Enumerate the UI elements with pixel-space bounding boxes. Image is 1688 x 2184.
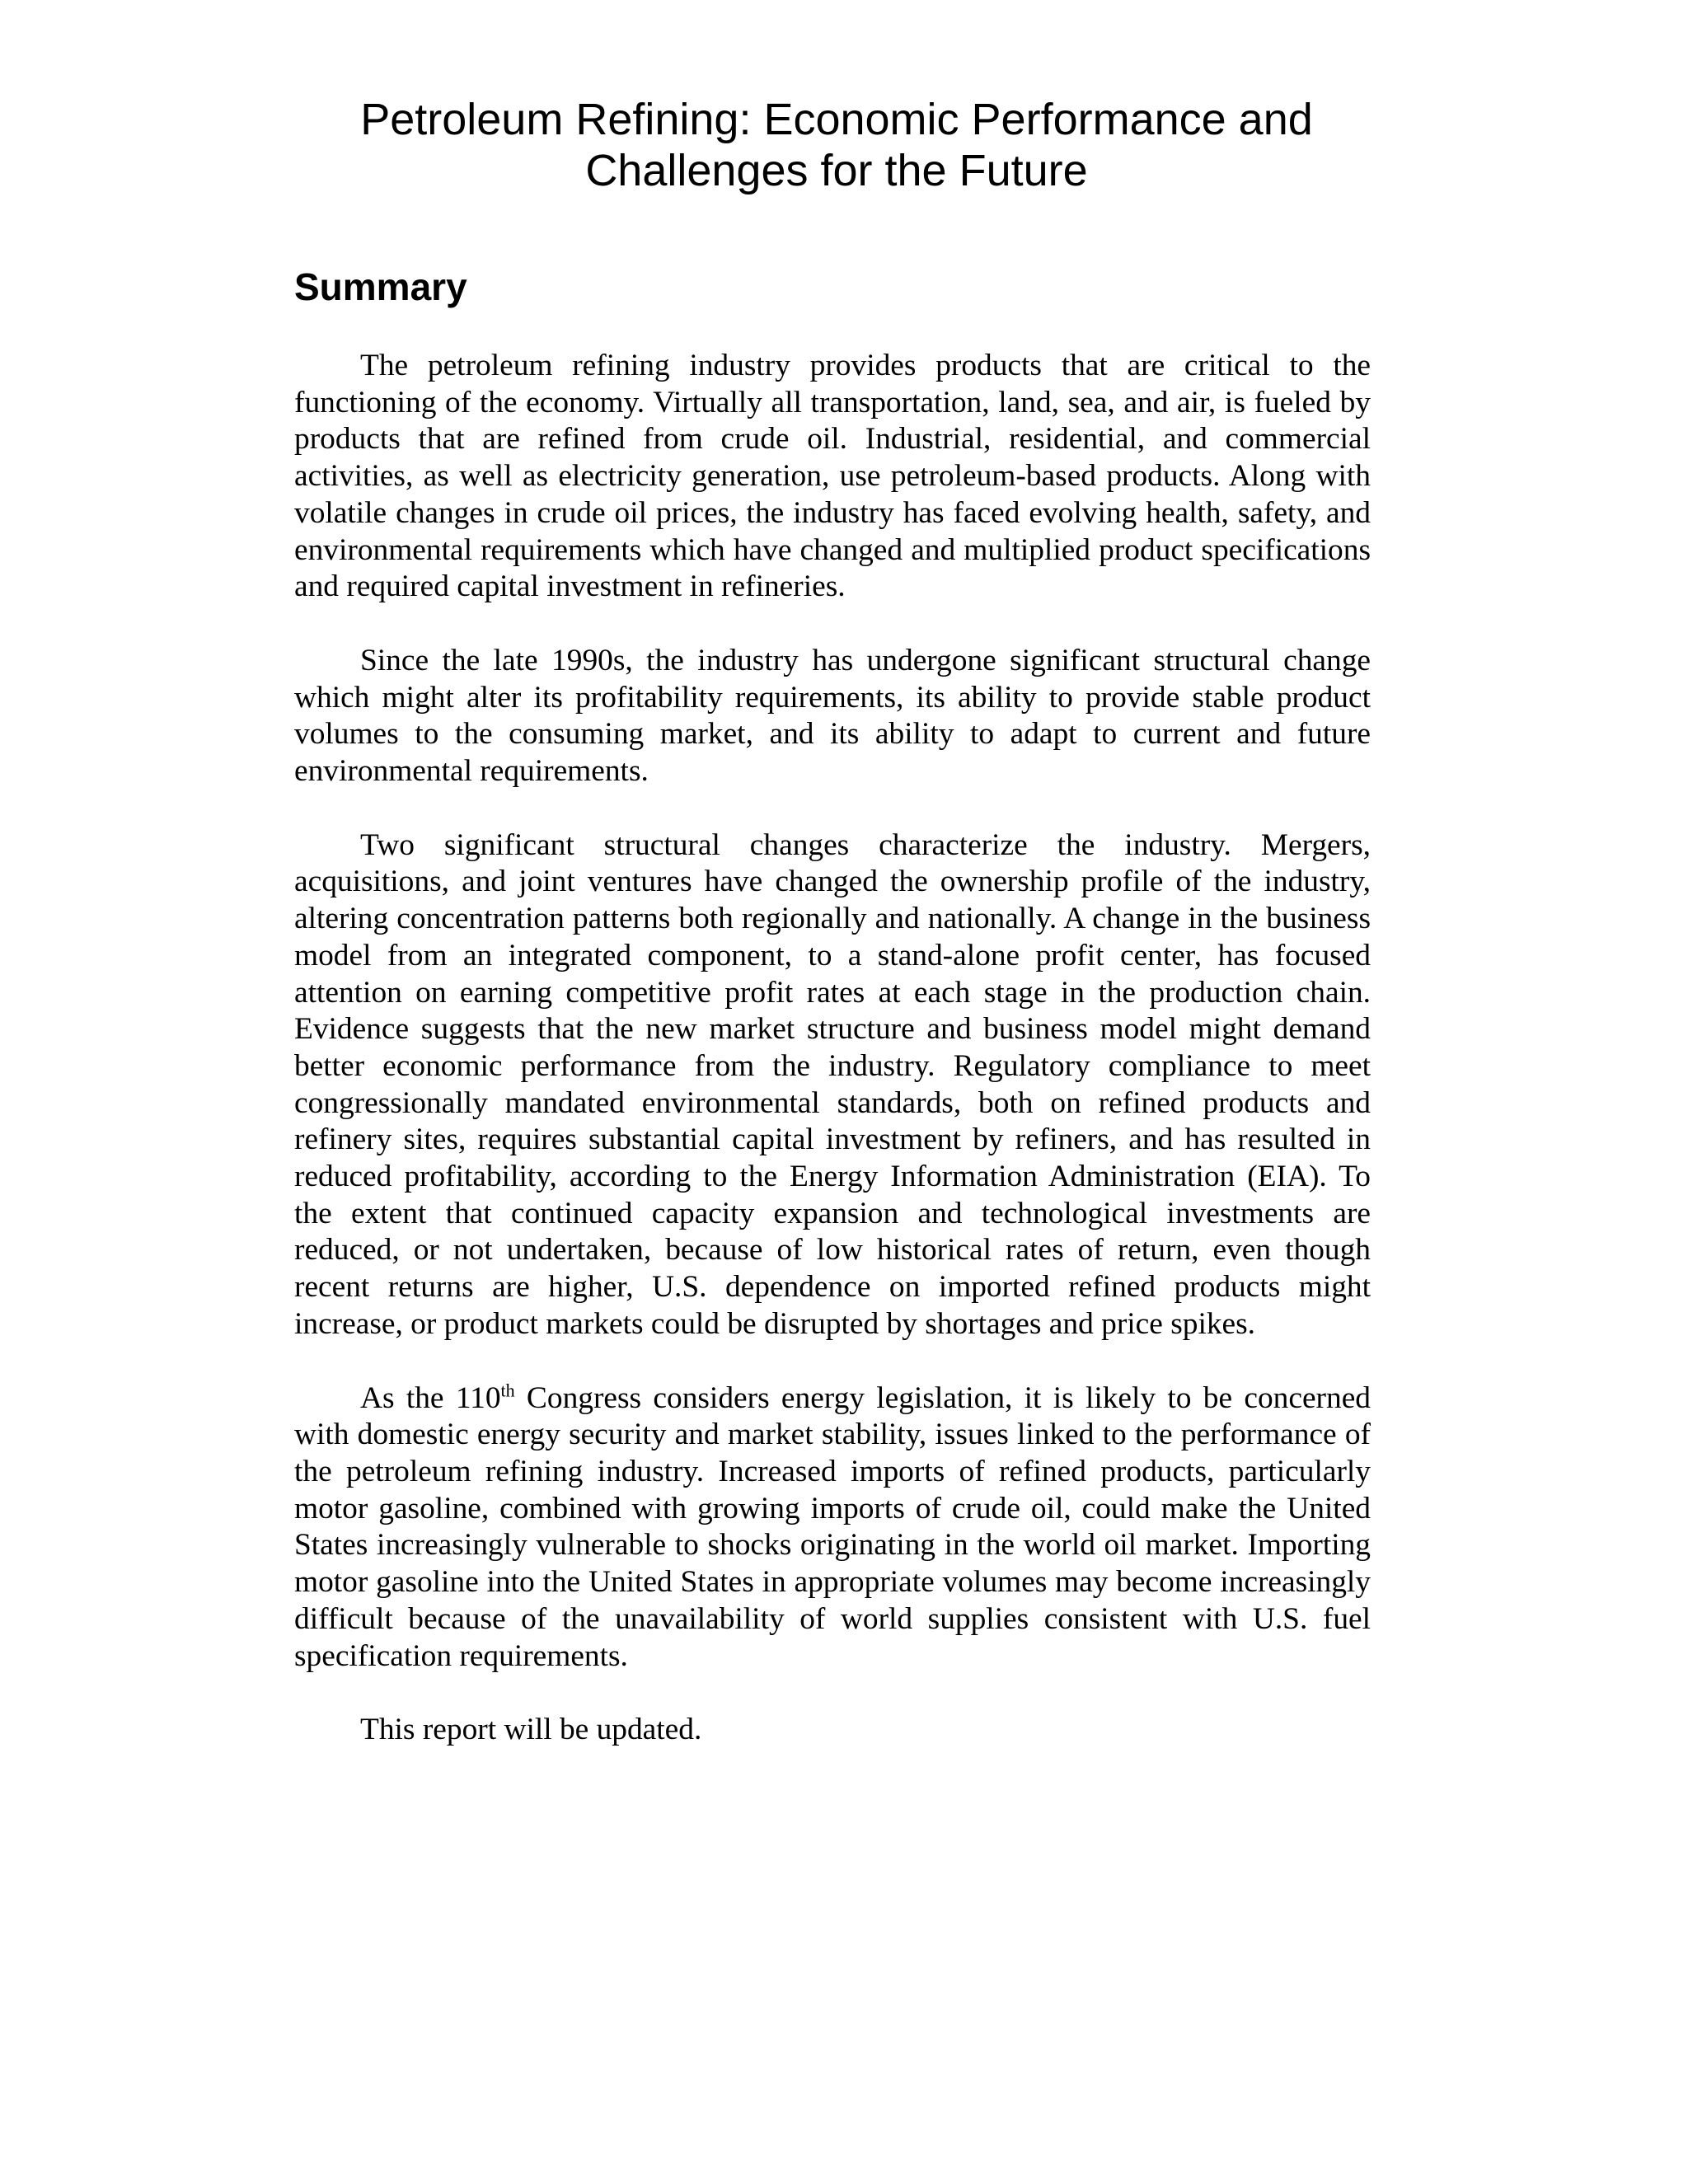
- paragraph-2: Since the late 1990s, the industry has undergone significant structural change which might alter its profitability requirements, its ability to provide stable product volumes to the consuming market, and its ability to adapt to current and future environmental requirements.: [294, 643, 1371, 789]
- title-line-2: Challenges for the Future: [585, 146, 1088, 195]
- paragraph-4-rest: Congress considers energy legislation, it is likely to be concerned with domestic energy security and market stability, issues linked to the performance of the petroleum refining industry. Increased imports of refined products, particularly motor gasoline, combined with growing imports of crude oil, could make the United States increasingly vulnerable to shocks originating in the world oil market. Importing motor gasoline into the United States in appropriate volumes may become increasingly difficult because of the unavailability of world supplies consistent with U.S. fuel specification requirements.: [294, 1380, 1371, 1673]
- paragraph-5: This report will be updated.: [360, 1713, 702, 1747]
- paragraph-4-lead: As the 110: [360, 1380, 501, 1415]
- document-title: [247, 94, 1426, 196]
- paragraph-1: The petroleum refining industry provides products that are critical to the functioning of the economy. Virtually all transportation, land, sea, and air, is fueled by products that are refined from crude oil. Industrial, residential, and commercial activities, as well as electricity generation, use petroleum-based products. Along with volatile changes in crude oil prices, the industry has faced evolving health, safety, and environmental requirements which have changed and multiplied product specifications and required capital investment in refineries.: [294, 349, 1371, 604]
- paragraph-3: Two significant structural changes characterize the industry. Mergers, acquisitions, and joint ventures have changed the ownership profile of the industry, altering concentration patterns both regionally and nationally. A change in the business model from an integrated component, to a stand-alone profit center, has focused attention on earning competitive profit rates at each stage in the production chain. Evidence suggests that the new market structure and business model might demand better economic performance from the industry. Regulatory compliance to meet congressionally mandated environmental standards, both on refined products and refinery sites, requires substantial capital investment by refiners, and has resulted in reduced profitability, according to the Energy Information Administration (EIA). To the extent that continued capacity expansion and technological investments are reduced, or not undertaken, because of low historical rates of return, even though recent returns are higher, U.S. dependence on imported refined products might increase, or product markets could be disrupted by shortages and price spikes.: [294, 827, 1371, 1341]
- ordinal-superscript: th: [500, 1380, 515, 1401]
- summary-heading: Summary: [294, 265, 467, 308]
- summary-body: [294, 348, 1371, 1786]
- title-line-1: Petroleum Refining: Economic Performance and: [360, 95, 1313, 144]
- paragraph-4: [294, 1380, 1371, 1675]
